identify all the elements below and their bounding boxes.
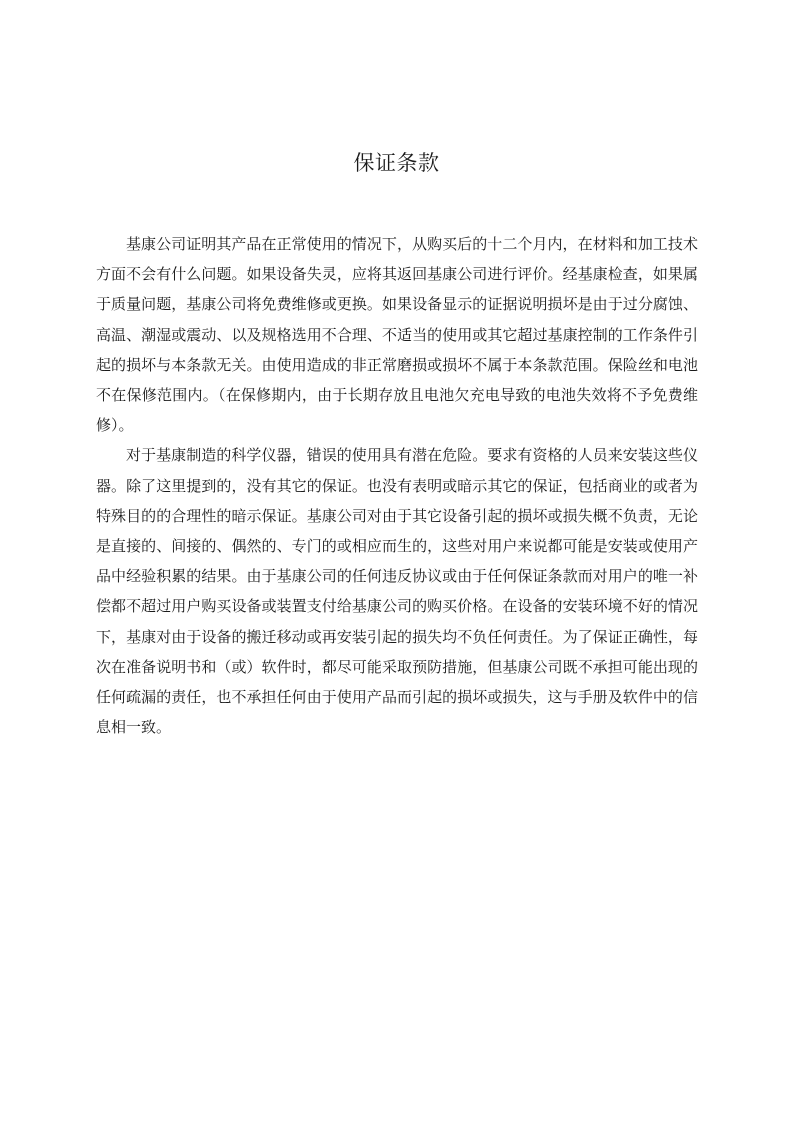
page-title: 保证条款 — [353, 151, 440, 175]
paragraph-warranty-terms: 基康公司证明其产品在正常使用的情况下，从购买后的十二个月内，在材料和加工技术方面不会有什么问题。如果设备失灵，应将其返回基康公司进行评价。经基康检查，如果属于质量问题，基康公司将免费维修或更换。如果设备显示的证据说明损坏是由于过分腐蚀、高温、潮湿或震动、以及规格选用不合理、不适当的使用或其它超过基康控制的工作条件引起的损坏与本条款无关。由使用造成的非正常磨损或损坏不属于本条款范围。保险丝和电池不在保修范围内。（在保修期内，由于长期存放且电池欠充电导致的电池失效将不予免费维修）。 — [96, 235, 698, 435]
paragraph-liability-disclaimer: 对于基康制造的科学仪器，错误的使用具有潜在危险。要求有资格的人员来安装这些仪器。除了这里提到的，没有其它的保证。也没有表明或暗示其它的保证，包括商业的或者为特殊目的的合理性的暗示保证。基康公司对由于其它设备引起的损坏或损失概不负责，无论是直接的、间接的、偶然的、专门的或相应而生的，这些对用户来说都可能是安装或使用产品中经验积累的结果。由于基康公司的任何违反协议或由于任何保证条款而对用户的唯一补偿都不超过用户购买设备或装置支付给基康公司的购买价格。在设备的安装环境不好的情况下，基康对由于设备的搬迁移动或再安装引起的损失均不负任何责任。为了保证正确性，每次在准备说明书和（或）软件时，都尽可能采取预防措施，但基康公司既不承担可能出现的任何疏漏的责任，也不承担任何由于使用产品而引起的损坏或损失，这与手册及软件中的信息相一致。 — [96, 446, 698, 737]
document-body — [96, 229, 698, 742]
